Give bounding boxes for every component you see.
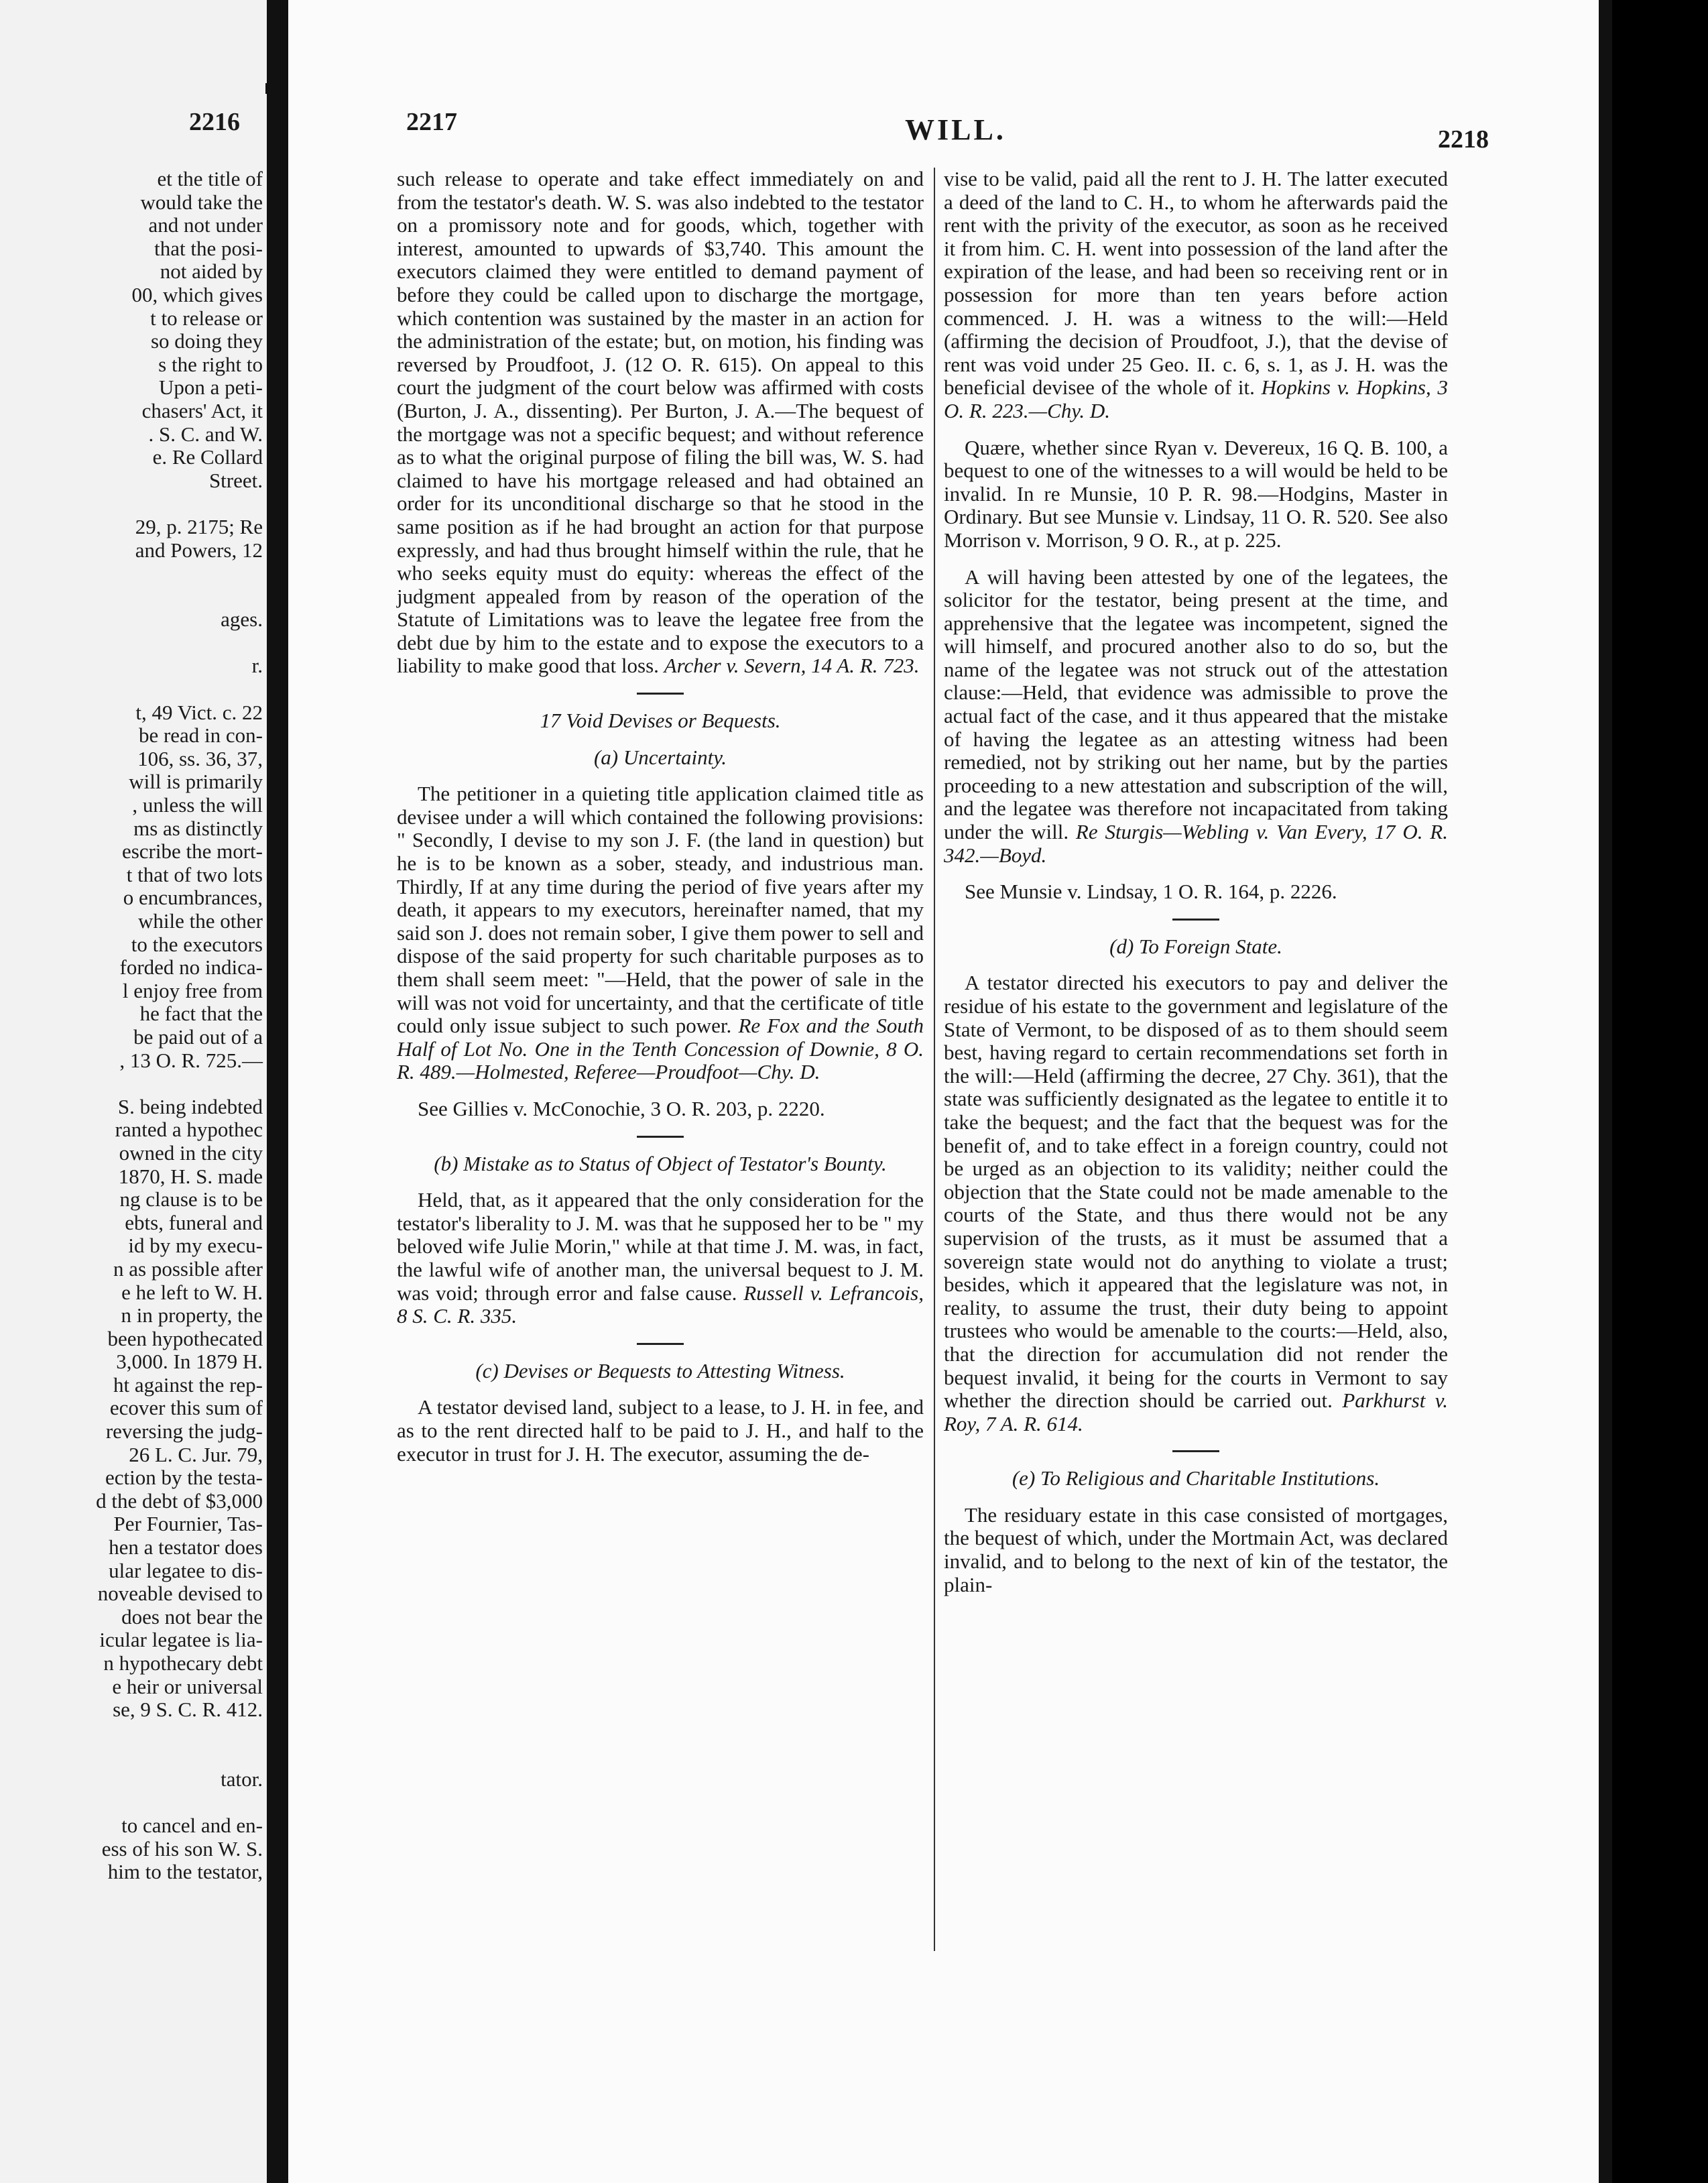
previous-page-line: icular legatee is lia- — [99, 1628, 263, 1652]
previous-page-line — [8, 492, 263, 516]
previous-page-line: him to the testator, — [107, 1860, 263, 1884]
previous-page-line: e. Re Collard — [152, 445, 263, 469]
previous-page-line: d the debt of $3,000 — [96, 1488, 263, 1513]
right-page-number: 2218 — [1438, 125, 1489, 154]
previous-page-line: e heir or universal — [112, 1674, 263, 1698]
paragraph: The petitioner in a quieting title application claimed title as devisee under a will which contained the following provisions: " Secondly, I devise to my son J. F. (the land in question) but he is to be known as a sober, steady, and industrious man. Thirdly, If at any time during the period of five years after my death, it appears to my executors, hereinafter named, that my said son J. does not remain sober, I give them power to sell and dispose of the said property for such charitable purposes as to them shall seem meet: "—Held, that the power of sale in the will was not void for uncertainty, and that the certificate of title could only issue subject to such power. Re Fox and the South Half of Lot No. One in the Tenth Concession of Downie, 8 O. R. 489.—Holmested, Referee—Proudfoot—Chy. D. — [397, 782, 924, 1084]
previous-page-line: and Powers, 12 — [135, 538, 263, 562]
previous-page-line: Per Fournier, Tas- — [113, 1512, 263, 1536]
previous-page-line: be paid out of a — [133, 1024, 263, 1049]
running-title: WILL. — [905, 113, 1006, 146]
previous-page-line — [8, 562, 263, 585]
previous-page-line: that the posi- — [154, 236, 263, 260]
previous-page-line: , unless the will — [132, 793, 263, 817]
page-number: 2217 — [406, 108, 457, 136]
previous-page-line: ular legatee to dis- — [109, 1558, 263, 1582]
case-citation: Parkhurst v. Roy, 7 A. R. 614. — [944, 1389, 1448, 1435]
previous-page-line: l enjoy free from — [122, 978, 263, 1002]
previous-page-line: o encumbrances, — [123, 886, 263, 910]
previous-page-line: been hypothecated — [107, 1326, 263, 1350]
section-rule — [1172, 919, 1219, 921]
binding-clip — [275, 27, 280, 168]
previous-page-line: se, 9 S. C. R. 412. — [113, 1698, 263, 1722]
previous-page-line: reversing the judg- — [105, 1419, 263, 1443]
previous-page-line: ebts, funeral and — [125, 1210, 263, 1234]
previous-page-line: ess of his son W. S. — [101, 1836, 263, 1861]
previous-page-line: to the executors — [131, 932, 263, 956]
paragraph: such release to operate and take effect immediately on and from the testator's death. W. S. was also indebted to the testator on a promissory note and for goods, which, together with interest, amounted to upwards of $3,740. This amount the executors claimed they were entitled to demand payment of before they could be called upon to discharge the mortgage, which contention was sustained by the master in an action for the administration of the estate; but, on motion, his finding was reversed by Proudfoot, J. (12 O. R. 615). On appeal to this court the judgment of the court below was affirmed with costs (Burton, J. A., dissenting). Per Burton, J. A.—The bequest of the mortgage was not a specific bequest; and without reference as to what the original purpose of filing the bill was, W. S. had claimed to have his mortgage released and had obtained an order for its unconditional discharge so that he stood in the same position as if he had brought an action for that purpose expressly, and had thus brought himself within the rule, that he who seeks equity must do equity: whereas the effect of the judgment appealed from by reason of the operation of the Statute of Limitations was to leave the legatee free from the debt due by him to the estate and to expose the executors to a liability to make good that loss. Archer v. Severn, 14 A. R. 723. — [397, 167, 924, 678]
previous-page-line: he fact that the — [139, 1002, 263, 1026]
previous-page-line — [8, 1791, 263, 1815]
previous-page-line: ht against the rep- — [113, 1372, 263, 1397]
previous-page-line: tator. — [221, 1767, 263, 1791]
previous-page-line: 1870, H. S. made — [118, 1164, 263, 1188]
previous-page-line: 29, p. 2175; Re — [135, 514, 263, 538]
previous-page-line: ng clause is to be — [119, 1187, 263, 1212]
case-citation: Hopkins v. Hopkins, 3 O. R. 223.—Chy. D. — [944, 375, 1448, 422]
previous-page-line: s the right to — [158, 352, 263, 376]
previous-page-line: e he left to W. H. — [121, 1280, 263, 1304]
previous-page-line: hen a testator does — [109, 1535, 263, 1559]
column-divider — [934, 168, 935, 1951]
previous-page-line: and not under — [148, 213, 263, 237]
previous-page-line — [8, 632, 263, 655]
previous-page-line: . S. C. and W. — [148, 422, 263, 446]
paragraph: A will having been attested by one of the legatees, the solicitor for the testator, being present at the time, and apprehensive that the legatee was incompetent, signed the will himself, and procured another also to do so, but the name of the legatee was not struck out of the attestation clause:—Held, that evidence was admissible to prove the actual fact of the case, and it thus appeared that the mistake of having the legatee as an attesting witness had been remedied, not by striking out her name, but by the parties proceeding to a new attestation and subscription of the will, and the legatee was therefore not incapacitated from taking under the will. Re Sturgis—Webling v. Van Every, 17 O. R. 342.—Boyd. — [944, 565, 1448, 867]
subsection-heading: (c) Devises or Bequests to Attesting Witness. — [475, 1358, 845, 1382]
previous-page-line: forded no indica- — [119, 955, 263, 980]
previous-page-line: n hypothecary debt — [103, 1651, 263, 1675]
previous-page-line — [8, 1072, 263, 1096]
previous-page-line: ages. — [221, 607, 263, 632]
case-citation: Re Fox and the South Half of Lot No. One in the Tenth Concession of Downie, 8 O. R. 489.—Holmested, Referee—Proudfoot—Chy. D. — [397, 1014, 924, 1084]
previous-page-line: 3,000. In 1879 H. — [116, 1350, 263, 1374]
previous-page-line: n in property, the — [121, 1303, 263, 1328]
previous-page-line: while the other — [138, 909, 263, 933]
paragraph: A testator directed his executors to pay and deliver the residue of his estate to the government and legislature of the State of Vermont, to be disposed of as to them should seem best, having regard to certain recommendations set forth in the will:—Held (affirming the decree, 27 Chy. 361), that the state was sufficiently designated as the legatee to entitle it to take the bequest; and the fact that the bequest was for the benefit of, and to take effect in a foreign country, could not be urged as an objection to its validity; neither could the objection that the State could not be made amenable to the courts of the State, and thus there would not be any supervision of the trusts, as it must be assumed that a sovereign state would not do anything to violate a trust; besides, which it appeared that the legislature was not, in reality, to assume the trust, their duty being to appoint trustees who would be amenable to the courts:—Held, also, that the direction for accumulation did not render the bequest invalid, it being for the courts in Vermont to say whether the direction should be carried out. Parkhurst v. Roy, 7 A. R. 614. — [944, 971, 1448, 1435]
paragraph: A testator devised land, subject to a lease, to J. H. in fee, and as to the rent directed half to be paid to J. H., and half to the executor in trust for J. H. The executor, assuming the de- — [397, 1395, 924, 1466]
right-shadow — [1599, 0, 1612, 2183]
right-column — [944, 168, 1448, 1596]
section-heading: 17 Void Devises or Bequests. — [540, 709, 781, 733]
paragraph: vise to be valid, paid all the rent to J. H. The latter executed a deed of the land to C. H., to whom he afterwards paid the rent with the privity of the executor, as soon as he received it from him. C. H. went into possession of the land after the expiration of the lease, and had been so receiving rent or in possession for more than ten years before action commenced. J. H. was a witness to the will:—Held (affirming the decision of Proudfoot, J.), that the devise of rent was void under 25 Geo. II. c. 6, s. 1, as J. H. was the beneficial devisee of the whole of it. Hopkins v. Hopkins, 3 O. R. 223.—Chy. D. — [944, 167, 1448, 422]
previous-page-line: t that of two lots — [126, 862, 263, 886]
previous-page-line: ecover this sum of — [109, 1396, 263, 1420]
section-rule — [637, 693, 684, 695]
previous-page-line: id by my execu- — [128, 1234, 263, 1258]
previous-page-line: , 13 O. R. 725.— — [119, 1048, 263, 1072]
case-citation: Re Sturgis—Webling v. Van Every, 17 O. R. 342.—Boyd. — [944, 820, 1448, 867]
subsection-heading: (e) To Religious and Charitable Institutions. — [1012, 1466, 1380, 1490]
previous-page-line: chasers' Act, it — [141, 398, 263, 422]
subsection-heading: (a) Uncertainty. — [593, 745, 727, 769]
case-citation: Archer v. Severn, 14 A. R. 723. — [664, 654, 920, 678]
previous-page-line: Upon a peti- — [159, 375, 263, 400]
previous-page-line: ranted a hypothec — [115, 1118, 263, 1142]
scan-border — [1612, 0, 1708, 2183]
cross-reference: See Gillies v. McConochie, 3 O. R. 203, p. 2220. — [418, 1096, 825, 1120]
section-rule — [637, 1343, 684, 1345]
previous-page-line: S. being indebted — [117, 1094, 263, 1118]
previous-page-line: et the title of — [157, 167, 263, 190]
previous-page-number: 2216 — [189, 108, 240, 136]
previous-page-line: would take the — [140, 190, 263, 214]
previous-page-line: t, 49 Vict. c. 22 — [135, 700, 263, 724]
previous-page-line: 00, which gives — [131, 282, 263, 306]
previous-page-line: Street. — [208, 468, 263, 492]
previous-page-line — [8, 678, 263, 701]
cross-reference: See Munsie v. Lindsay, 1 O. R. 164, p. 2226. — [965, 880, 1337, 904]
previous-page-line: be read in con- — [138, 723, 263, 748]
left-column — [397, 168, 924, 1466]
previous-page-line — [8, 1722, 263, 1745]
paragraph: The residuary estate in this case consisted of mortgages, the bequest of which, under the Mortmain Act, was declared invalid, and to belong to the next of kin of the testator, the plain- — [944, 1502, 1448, 1596]
section-rule — [637, 1136, 684, 1138]
previous-page-line: so doing they — [150, 329, 263, 353]
previous-page-line: owned in the city — [119, 1140, 263, 1165]
previous-page-text — [8, 168, 263, 1884]
section-rule — [1172, 1450, 1219, 1452]
previous-page-line: will is primarily — [129, 770, 263, 794]
previous-page-line: t to release or — [150, 306, 263, 330]
subsection-heading: (b) Mistake as to Status of Object of Testator's Bounty. — [434, 1151, 887, 1175]
previous-page-line: 26 L. C. Jur. 79, — [129, 1442, 263, 1466]
gutter — [267, 0, 288, 2183]
previous-page-line: ection by the testa- — [105, 1466, 263, 1490]
previous-page-line: ms as distinctly — [133, 816, 263, 840]
case-citation: Russell v. Lefrancois, 8 S. C. R. 335. — [397, 1281, 924, 1328]
previous-page-line: r. — [251, 654, 263, 678]
previous-page-line: to cancel and en- — [121, 1814, 263, 1838]
previous-page-line: n as possible after — [113, 1256, 263, 1281]
paragraph: Held, that, as it appeared that the only consideration for the testator's liberality to J. M. was that he supposed her to be " my beloved wife Julie Morin," while at that time J. M. was, in fact, the lawful wife of another man, the universal bequest to J. M. was void; through error and false cause. Russell v. Lefrancois, 8 S. C. R. 335. — [397, 1188, 924, 1328]
previous-page-line: escribe the mort- — [121, 839, 263, 864]
previous-page — [0, 0, 267, 2183]
previous-page-line: 106, ss. 36, 37, — [137, 746, 263, 770]
previous-page-line — [8, 585, 263, 609]
previous-page-line — [8, 1745, 263, 1768]
subsection-heading: (d) To Foreign State. — [1109, 934, 1282, 958]
paragraph: Quære, whether since Ryan v. Devereux, 16 Q. B. 100, a bequest to one of the witnesses to a will would be held to be invalid. In re Munsie, 10 P. R. 98.—Hodgins, Master in Ordinary. But see Munsie v. Lindsay, 11 O. R. 520. See also Morrison v. Morrison, 9 O. R., at p. 225. — [944, 435, 1448, 552]
previous-page-line: not aided by — [160, 259, 263, 284]
previous-page-line: noveable devised to — [97, 1582, 263, 1606]
previous-page-line: does not bear the — [121, 1604, 263, 1629]
